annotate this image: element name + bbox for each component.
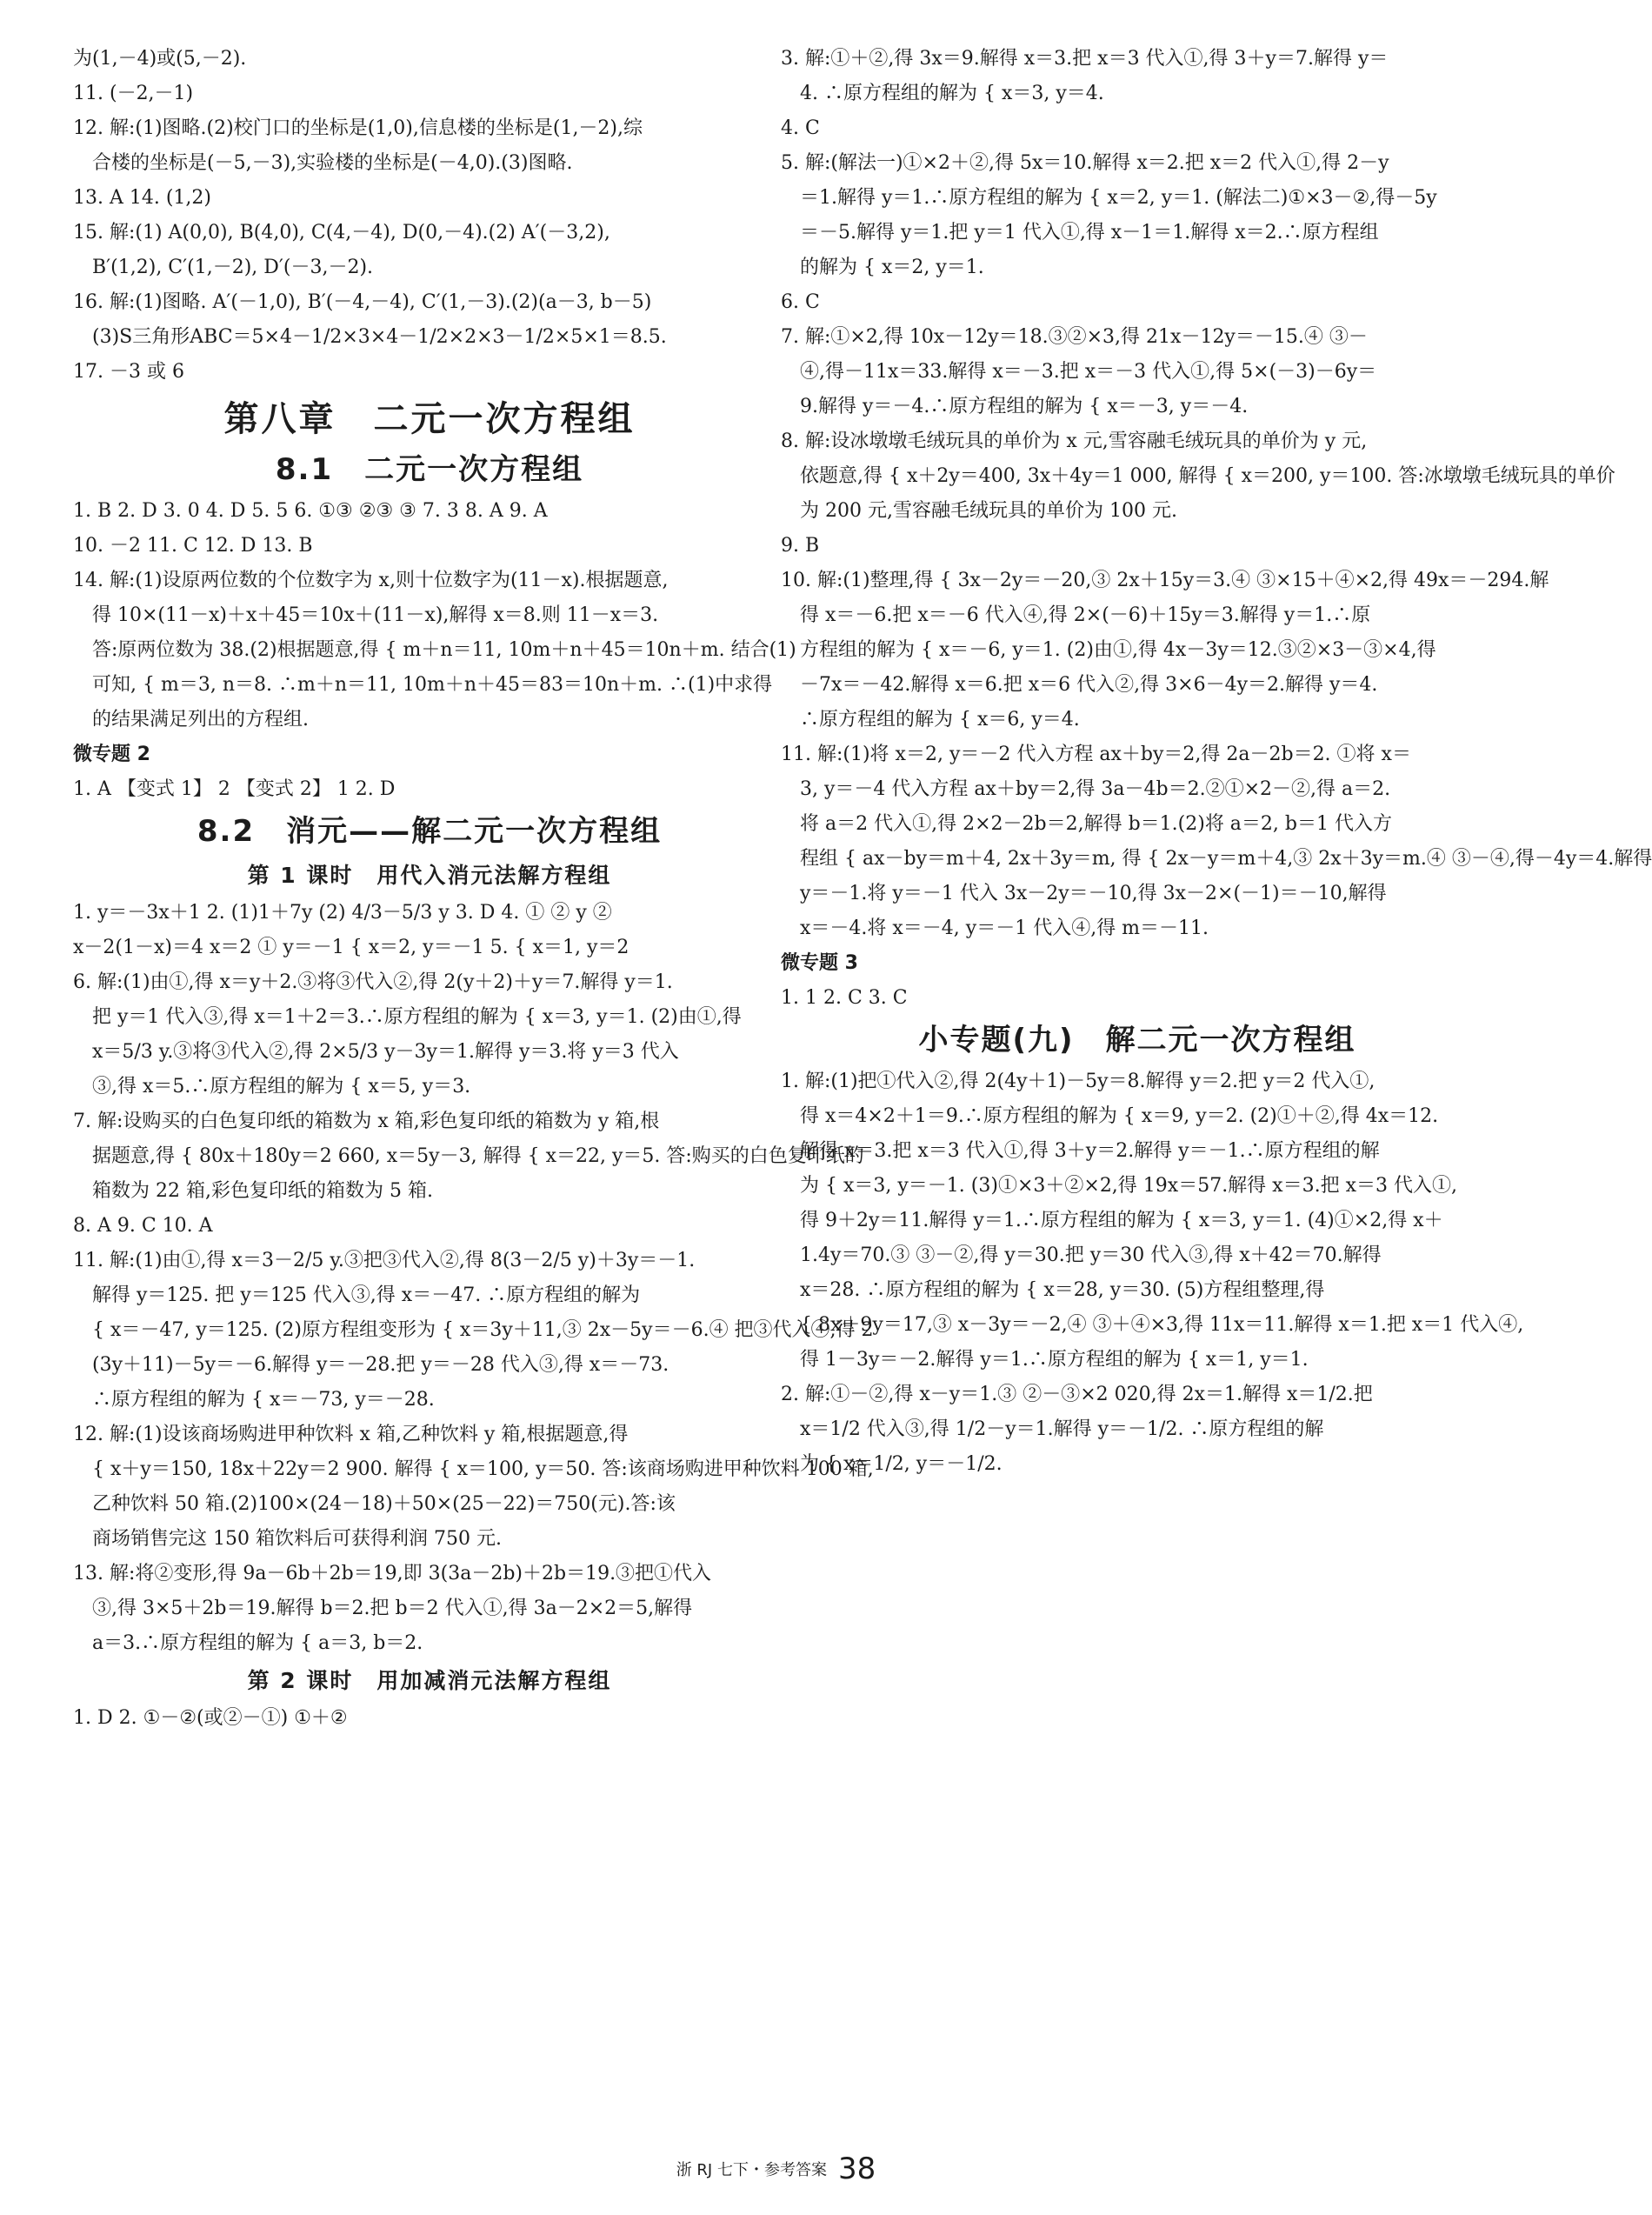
- chapter-title: 第八章 二元一次方程组: [223, 399, 636, 439]
- answer-line-cont: 得 x＝－6.把 x＝－6 代入④,得 2×(－6)＋15y＝3.解得 y＝1.∴原: [800, 604, 1371, 626]
- answer-line-cont: ③,得 x＝5.∴原方程组的解为 { x＝5, y＝3.: [92, 1076, 471, 1097]
- answer-line-cont: 据题意,得 { 80x＋180y＝2 660, x＝5y－3, 解得 { x＝22, y＝5. 答:购买的白色复印纸的: [92, 1145, 864, 1167]
- answer-line-cont: 将 a＝2 代入①,得 2×2－2b＝2,解得 b＝1.(2)将 a＝2, b＝1 代入方: [800, 813, 1392, 835]
- answer-line: 10. －2 11. C 12. D 13. B: [73, 535, 313, 557]
- answer-line-cont: { 8x＋9y＝17,③ x－3y＝－2,④ ③＋④×3,得 11x＝11.解得 x＝1.把 x＝1 代入④,: [800, 1314, 1524, 1336]
- answer-line-cont: x＝－4.将 x＝－4, y＝－1 代入④,得 m＝－11.: [800, 917, 1209, 939]
- answer-line-cont: －7x＝－42.解得 x＝6.把 x＝6 代入②,得 3×6－4y＝2.解得 y＝4.: [800, 674, 1378, 696]
- answer-line-cont: 得 9＋2y＝11.解得 y＝1.∴原方程组的解为 { x＝3, y＝1. (4)①×2,得 x＋: [800, 1210, 1443, 1231]
- answer-line: 17. －3 或 6: [73, 361, 184, 383]
- answer-line-cont: { x＝－47, y＝125. (2)原方程组变形为 { x＝3y＋11,③ 2x－5y＝－6.④ 把③代入④,得 2: [92, 1319, 874, 1341]
- answer-line: 13. 解:将②变形,得 9a－6b＋2b＝19,即 3(3a－2b)＋2b＝19.③把①代入: [73, 1563, 712, 1585]
- section-title: 8.1 二元一次方程组: [275, 452, 584, 487]
- answer-line-cont: 依题意,得 { x＋2y＝400, 3x＋4y＝1 000, 解得 { x＝200, y＝100. 答:冰墩墩毛绒玩具的单价: [800, 465, 1615, 487]
- answer-line-cont: 9.解得 y＝－4.∴原方程组的解为 { x＝－3, y＝－4.: [800, 396, 1249, 417]
- answer-line-cont: ③,得 3×5＋2b＝19.解得 b＝2.把 b＝2 代入①,得 3a－2×2＝5,解得: [92, 1598, 693, 1619]
- footer-label: 浙 RJ 七下・参考答案: [676, 2161, 827, 2179]
- answer-line-cont: 答:原两位数为 38.(2)根据题意,得 { m＋n＝11, 10m＋n＋45＝10n＋m. 结合(1): [92, 639, 796, 661]
- answer-line-cont: ＝1.解得 y＝1.∴原方程组的解为 { x＝2, y＝1. (解法二)①×3－②,得－5y: [800, 187, 1437, 209]
- answer-line: 11. 解:(1)由①,得 x＝3－2/5 y.③把③代入②,得 8(3－2/5 y)＋3y＝－1.: [73, 1250, 696, 1271]
- answer-line-cont: ∴原方程组的解为 { x＝6, y＝4.: [800, 709, 1080, 731]
- answer-line-cont: 的结果满足列出的方程组.: [92, 709, 309, 731]
- answer-line-cont: 方程组的解为 { x＝－6, y＝1. (2)由①,得 4x－3y＝12.③②×3－③×4,得: [800, 639, 1436, 661]
- answer-line-cont: 为 { x＝1/2, y＝－1/2.: [800, 1453, 1003, 1475]
- answer-line: 7. 解:设购买的白色复印纸的箱数为 x 箱,彩色复印纸的箱数为 y 箱,根: [73, 1111, 660, 1132]
- right-column: [781, 42, 1652, 1482]
- page-footer: [0, 2152, 1552, 2186]
- answer-line-cont: 解得 x＝3.把 x＝3 代入①,得 3＋y＝2.解得 y＝－1.∴原方程组的解: [800, 1140, 1380, 1162]
- section-title: 8.2 消元——解二元一次方程组: [197, 814, 663, 849]
- answer-line-cont: ＝－5.解得 y＝1.把 y＝1 代入①,得 x－1＝1.解得 x＝2.∴原方程组: [800, 222, 1379, 244]
- answer-line: 15. 解:(1) A(0,0), B(4,0), C(4,－4), D(0,－4).(2) A′(－3,2),: [73, 222, 610, 244]
- answer-line-cont: 4. ∴原方程组的解为 { x＝3, y＝4.: [800, 83, 1104, 104]
- answer-line-cont: (3)S三角形ABC＝5×4－1/2×3×4－1/2×2×3－1/2×5×1＝8.5.: [92, 326, 667, 348]
- answer-line-cont: ∴原方程组的解为 { x＝－73, y＝－28.: [92, 1389, 435, 1411]
- answer-line-cont: 3, y＝－4 代入方程 ax＋by＝2,得 3a－4b＝2.②①×2－②,得 a＝2.: [800, 778, 1391, 800]
- topic-heading: 微专题 2: [73, 744, 150, 765]
- answer-line: 14. 解:(1)设原两位数的个位数字为 x,则十位数字为(11－x).根据题意,: [73, 570, 669, 591]
- answer-line-cont: 商场销售完这 150 箱饮料后可获得利润 750 元.: [92, 1528, 502, 1550]
- answer-line: 10. 解:(1)整理,得 { 3x－2y＝－20,③ 2x＋15y＝3.④ ③×15＋④×2,得 49x＝－294.解: [781, 570, 1549, 591]
- answer-line-cont: x＝28. ∴原方程组的解为 { x＝28, y＝30. (5)方程组整理,得: [800, 1279, 1325, 1301]
- answer-line: 6. C: [781, 291, 820, 313]
- answer-line: x－2(1－x)＝4 x＝2 ① y＝－1 { x＝2, y＝－1 5. { x＝1, y＝2: [73, 937, 629, 958]
- answer-line-cont: 的解为 { x＝2, y＝1.: [800, 257, 984, 278]
- lesson-title: 第 2 课时 用加减消元法解方程组: [247, 1668, 612, 1693]
- answer-line-cont: 得 10×(11－x)＋x＋45＝10x＋(11－x),解得 x＝8.则 11－x＝3.: [92, 604, 659, 626]
- section-title: 小专题(九) 解二元一次方程组: [918, 1023, 1356, 1057]
- answer-line: 6. 解:(1)由①,得 x＝y＋2.③将③代入②,得 2(y＋2)＋y＝7.解得 y＝1.: [73, 971, 673, 993]
- answer-line: 1. 1 2. C 3. C: [781, 987, 908, 1009]
- answer-line: 3. 解:①＋②,得 3x＝9.解得 x＝3.把 x＝3 代入①,得 3＋y＝7.解得 y＝: [781, 48, 1389, 70]
- answer-line-cont: x＝1/2 代入③,得 1/2－y＝1.解得 y＝－1/2. ∴原方程组的解: [800, 1418, 1324, 1440]
- answer-line-cont: x＝5/3 y.③将③代入②,得 2×5/3 y－3y＝1.解得 y＝3.将 y＝3 代入: [92, 1041, 679, 1063]
- page-number: 38: [838, 2152, 876, 2186]
- answer-line: 11. (－2,－1): [73, 83, 194, 104]
- answer-line: 1. D 2. ①－②(或②－①) ①＋②: [73, 1707, 348, 1729]
- topic-heading: 微专题 3: [781, 952, 858, 974]
- answer-line-cont: a＝3.∴原方程组的解为 { a＝3, b＝2.: [92, 1632, 423, 1654]
- answer-line: 9. B: [781, 535, 820, 557]
- answer-line-cont: 乙种饮料 50 箱.(2)100×(24－18)＋50×(25－22)＝750(元).答:该: [92, 1493, 676, 1515]
- answer-line: 16. 解:(1)图略. A′(－1,0), B′(－4,－4), C′(1,－3).(2)(a－3, b－5): [73, 291, 652, 313]
- answer-line: 1. B 2. D 3. 0 4. D 5. 5 6. ①③ ②③ ③ 7. 3 8. A 9. A: [73, 500, 548, 522]
- answer-line-cont: 程组 { ax－by＝m＋4, 2x＋3y＝m, 得 { 2x－y＝m＋4,③ 2x＋3y＝m.④ ③－④,得－4y＝4.解得: [800, 848, 1652, 870]
- answer-line: 7. 解:①×2,得 10x－12y＝18.③②×3,得 21x－12y＝－15.④ ③－: [781, 326, 1368, 348]
- answer-line-cont: 解得 y＝125. 把 y＝125 代入③,得 x＝－47. ∴原方程组的解为: [92, 1284, 641, 1306]
- answer-line: 5. 解:(解法一)①×2＋②,得 5x＝10.解得 x＝2.把 x＝2 代入①,得 2－y: [781, 152, 1389, 174]
- answer-line-cont: 得 x＝4×2＋1＝9.∴原方程组的解为 { x＝9, y＝2. (2)①＋②,得 4x＝12.: [800, 1105, 1439, 1127]
- answer-line: 13. A 14. (1,2): [73, 187, 211, 209]
- answer-line-cont: ④,得－11x＝33.解得 x＝－3.把 x＝－3 代入①,得 5×(－3)－6y＝: [800, 361, 1377, 383]
- answer-line-cont: y＝－1.将 y＝－1 代入 3x－2y＝－10,得 3x－2×(－1)＝－10,解得: [800, 883, 1387, 904]
- answer-line: 1. 解:(1)把①代入②,得 2(4y＋1)－5y＝8.解得 y＝2.把 y＝2 代入①,: [781, 1071, 1376, 1092]
- answer-line: 2. 解:①－②,得 x－y＝1.③ ②－③×2 020,得 2x＝1.解得 x＝1/2.把: [781, 1384, 1373, 1405]
- answer-line-cont: B′(1,2), C′(1,－2), D′(－3,－2).: [92, 257, 374, 278]
- answer-line: 4. C: [781, 117, 820, 139]
- answer-line: 11. 解:(1)将 x＝2, y＝－2 代入方程 ax＋by＝2,得 2a－2b＝2. ①将 x＝: [781, 744, 1411, 765]
- answer-line: 为(1,－4)或(5,－2).: [73, 48, 247, 70]
- answer-line-cont: 可知, { m＝3, n＝8. ∴m＋n＝11, 10m＋n＋45＝83＝10n＋m. ∴(1)中求得: [92, 674, 773, 696]
- answer-line-cont: 为 { x＝3, y＝－1. (3)①×3＋②×2,得 19x＝57.解得 x＝3.把 x＝3 代入①,: [800, 1175, 1457, 1197]
- answer-line: 1. y＝－3x＋1 2. (1)1＋7y (2) 4/3－5/3 y 3. D 4. ① ② y ②: [73, 902, 612, 924]
- answer-line: 8. A 9. C 10. A: [73, 1215, 213, 1237]
- answer-line-cont: 合楼的坐标是(－5,－3),实验楼的坐标是(－4,0).(3)图略.: [92, 152, 573, 174]
- answer-line: 12. 解:(1)图略.(2)校门口的坐标是(1,0),信息楼的坐标是(1,－2),综: [73, 117, 643, 139]
- answer-line: 1. A 【变式 1】 2 【变式 2】 1 2. D: [73, 778, 396, 800]
- lesson-title: 第 1 课时 用代入消元法解方程组: [247, 863, 612, 888]
- answer-line-cont: 得 1－3y＝－2.解得 y＝1.∴原方程组的解为 { x＝1, y＝1.: [800, 1349, 1309, 1371]
- answer-line: 12. 解:(1)设该商场购进甲种饮料 x 箱,乙种饮料 y 箱,根据题意,得: [73, 1424, 629, 1445]
- answer-line-cont: 箱数为 22 箱,彩色复印纸的箱数为 5 箱.: [92, 1180, 433, 1202]
- answer-line-cont: { x＋y＝150, 18x＋22y＝2 900. 解得 { x＝100, y＝50. 答:该商场购进甲种饮料 100 箱,: [92, 1458, 874, 1480]
- answer-line-cont: 把 y＝1 代入③,得 x＝1＋2＝3.∴原方程组的解为 { x＝3, y＝1. (2)由①,得: [92, 1006, 742, 1028]
- answer-line-cont: (3y＋11)－5y＝－6.解得 y＝－28.把 y＝－28 代入③,得 x＝－73.: [92, 1354, 669, 1376]
- answer-line: 8. 解:设冰墩墩毛绒玩具的单价为 x 元,雪容融毛绒玩具的单价为 y 元,: [781, 430, 1368, 452]
- answer-line-cont: 为 200 元,雪容融毛绒玩具的单价为 100 元.: [800, 500, 1177, 522]
- answer-line-cont: 1.4y＝70.③ ③－②,得 y＝30.把 y＝30 代入③,得 x＋42＝70.解得: [800, 1244, 1382, 1266]
